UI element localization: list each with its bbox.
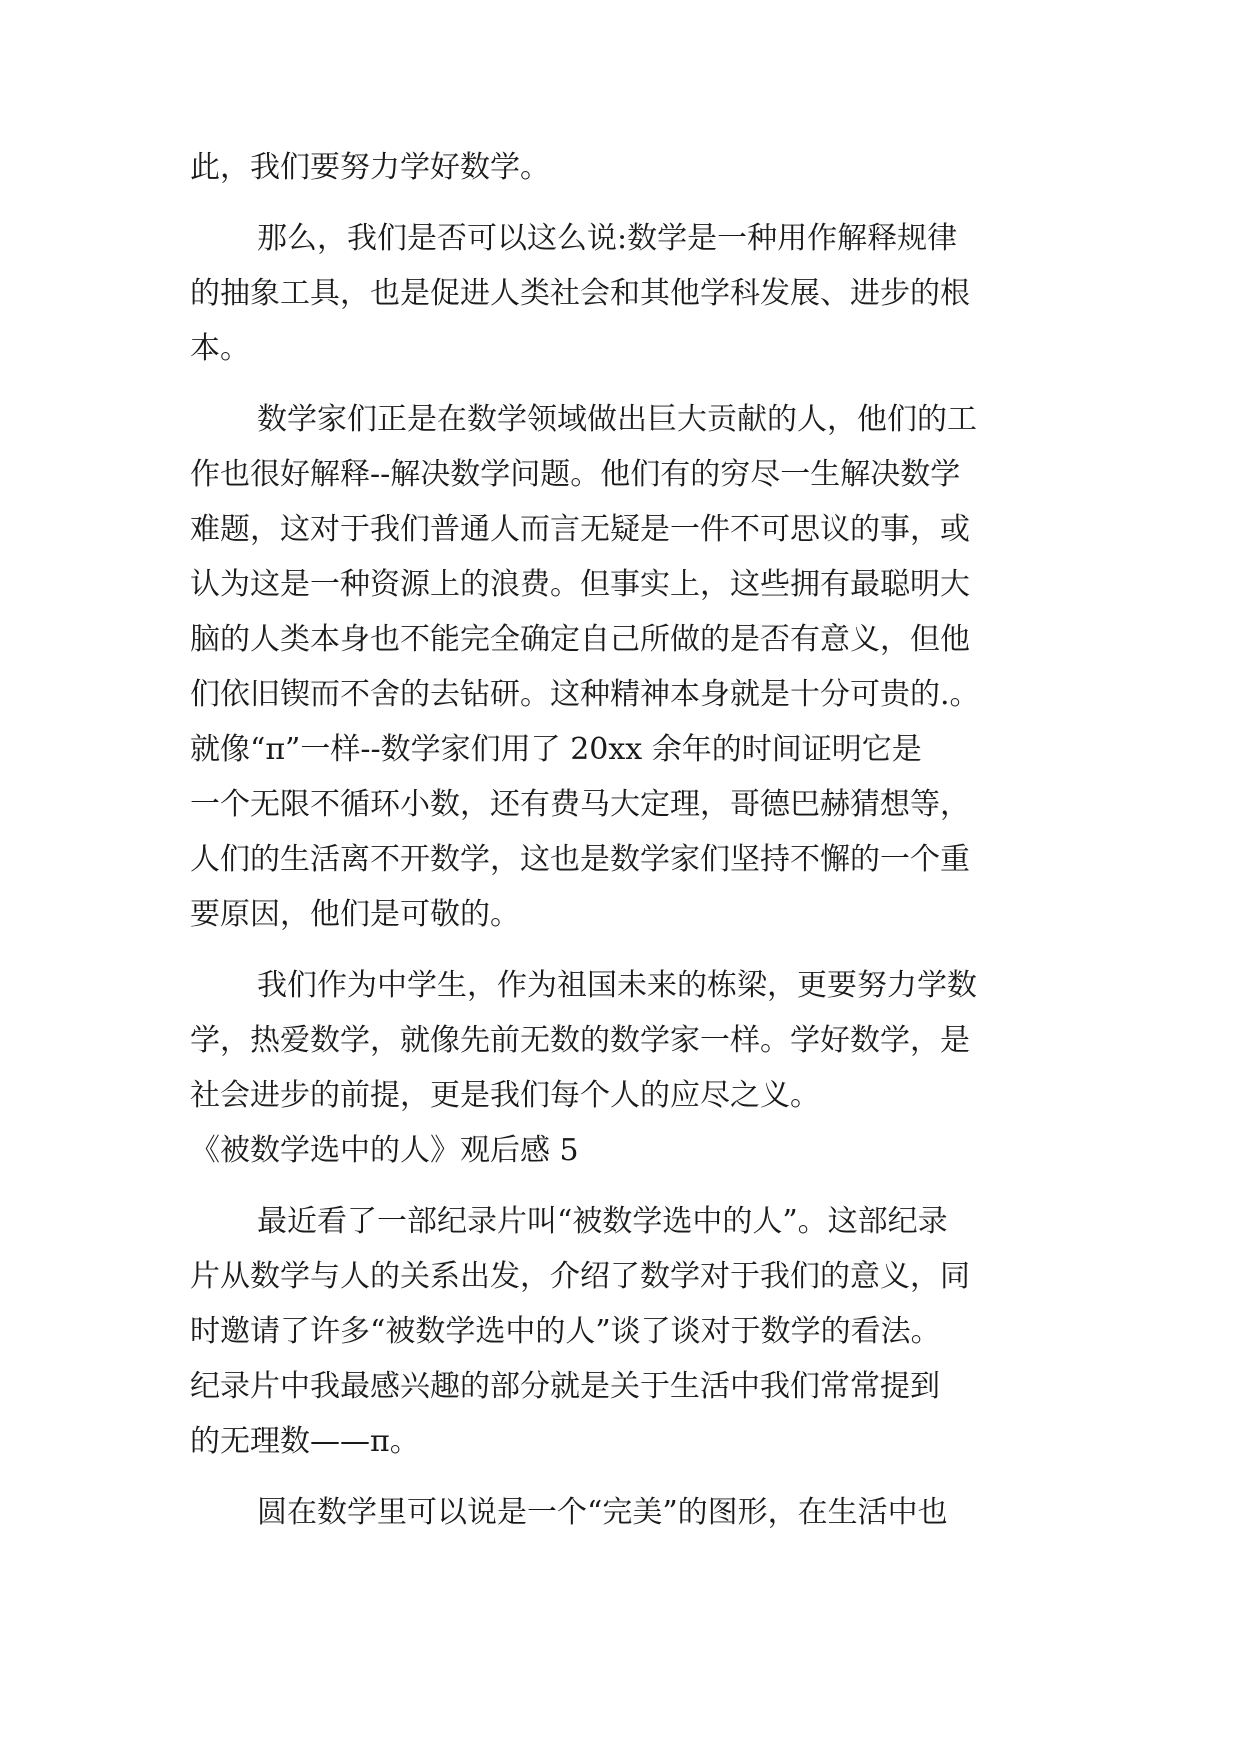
text-line: 人们的生活离不开数学，这也是数学家们坚持不懈的一个重 xyxy=(190,842,970,877)
text-line: 要原因，他们是可敬的。 xyxy=(190,897,520,932)
text-line: 的无理数——π。 xyxy=(190,1424,420,1459)
text-line: 此，我们要努力学好数学。 xyxy=(190,150,550,185)
text-line: 就像“π”一样--数学家们用了 20xx 余年的时间证明它是 xyxy=(190,732,922,767)
paragraph-first-line: 最近看了一部纪录片叫“被数学选中的人”。这部纪录 xyxy=(257,1204,948,1239)
text-line: 本。 xyxy=(190,331,250,366)
paragraph-first-line: 圆在数学里可以说是一个“完美”的图形，在生活中也 xyxy=(257,1495,948,1530)
text-line: 脑的人类本身也不能完全确定自己所做的是否有意义，但他 xyxy=(190,622,970,657)
text-line: 认为这是一种资源上的浪费。但事实上，这些拥有最聪明大 xyxy=(190,567,970,602)
text-line: 时邀请了许多“被数学选中的人”谈了谈对于数学的看法。 xyxy=(190,1314,941,1349)
text-line: 一个无限不循环小数，还有费马大定理，哥德巴赫猜想等， xyxy=(190,787,970,822)
paragraph-first-line: 那么，我们是否可以这么说:数学是一种用作解释规律 xyxy=(257,221,958,256)
paragraph-first-line: 我们作为中学生，作为祖国未来的栋梁，更要努力学数 xyxy=(257,968,977,1003)
text-line: 们依旧锲而不舍的去钻研。这种精神本身就是十分可贵的.。 xyxy=(190,677,980,712)
section-heading: 《被数学选中的人》观后感 5 xyxy=(190,1133,579,1168)
text-line: 难题，这对于我们普通人而言无疑是一件不可思议的事，或 xyxy=(190,512,970,547)
text-line: 的抽象工具，也是促进人类社会和其他学科发展、进步的根 xyxy=(190,276,970,311)
text-line: 社会进步的前提，更是我们每个人的应尽之义。 xyxy=(190,1078,820,1113)
text-line: 作也很好解释--解决数学问题。他们有的穷尽一生解决数学 xyxy=(190,457,961,492)
text-line: 学，热爱数学，就像先前无数的数学家一样。学好数学，是 xyxy=(190,1023,970,1058)
paragraph-first-line: 数学家们正是在数学领域做出巨大贡献的人，他们的工 xyxy=(257,402,977,437)
text-line: 纪录片中我最感兴趣的部分就是关于生活中我们常常提到 xyxy=(190,1369,940,1404)
text-line: 片从数学与人的关系出发，介绍了数学对于我们的意义，同 xyxy=(190,1259,970,1294)
